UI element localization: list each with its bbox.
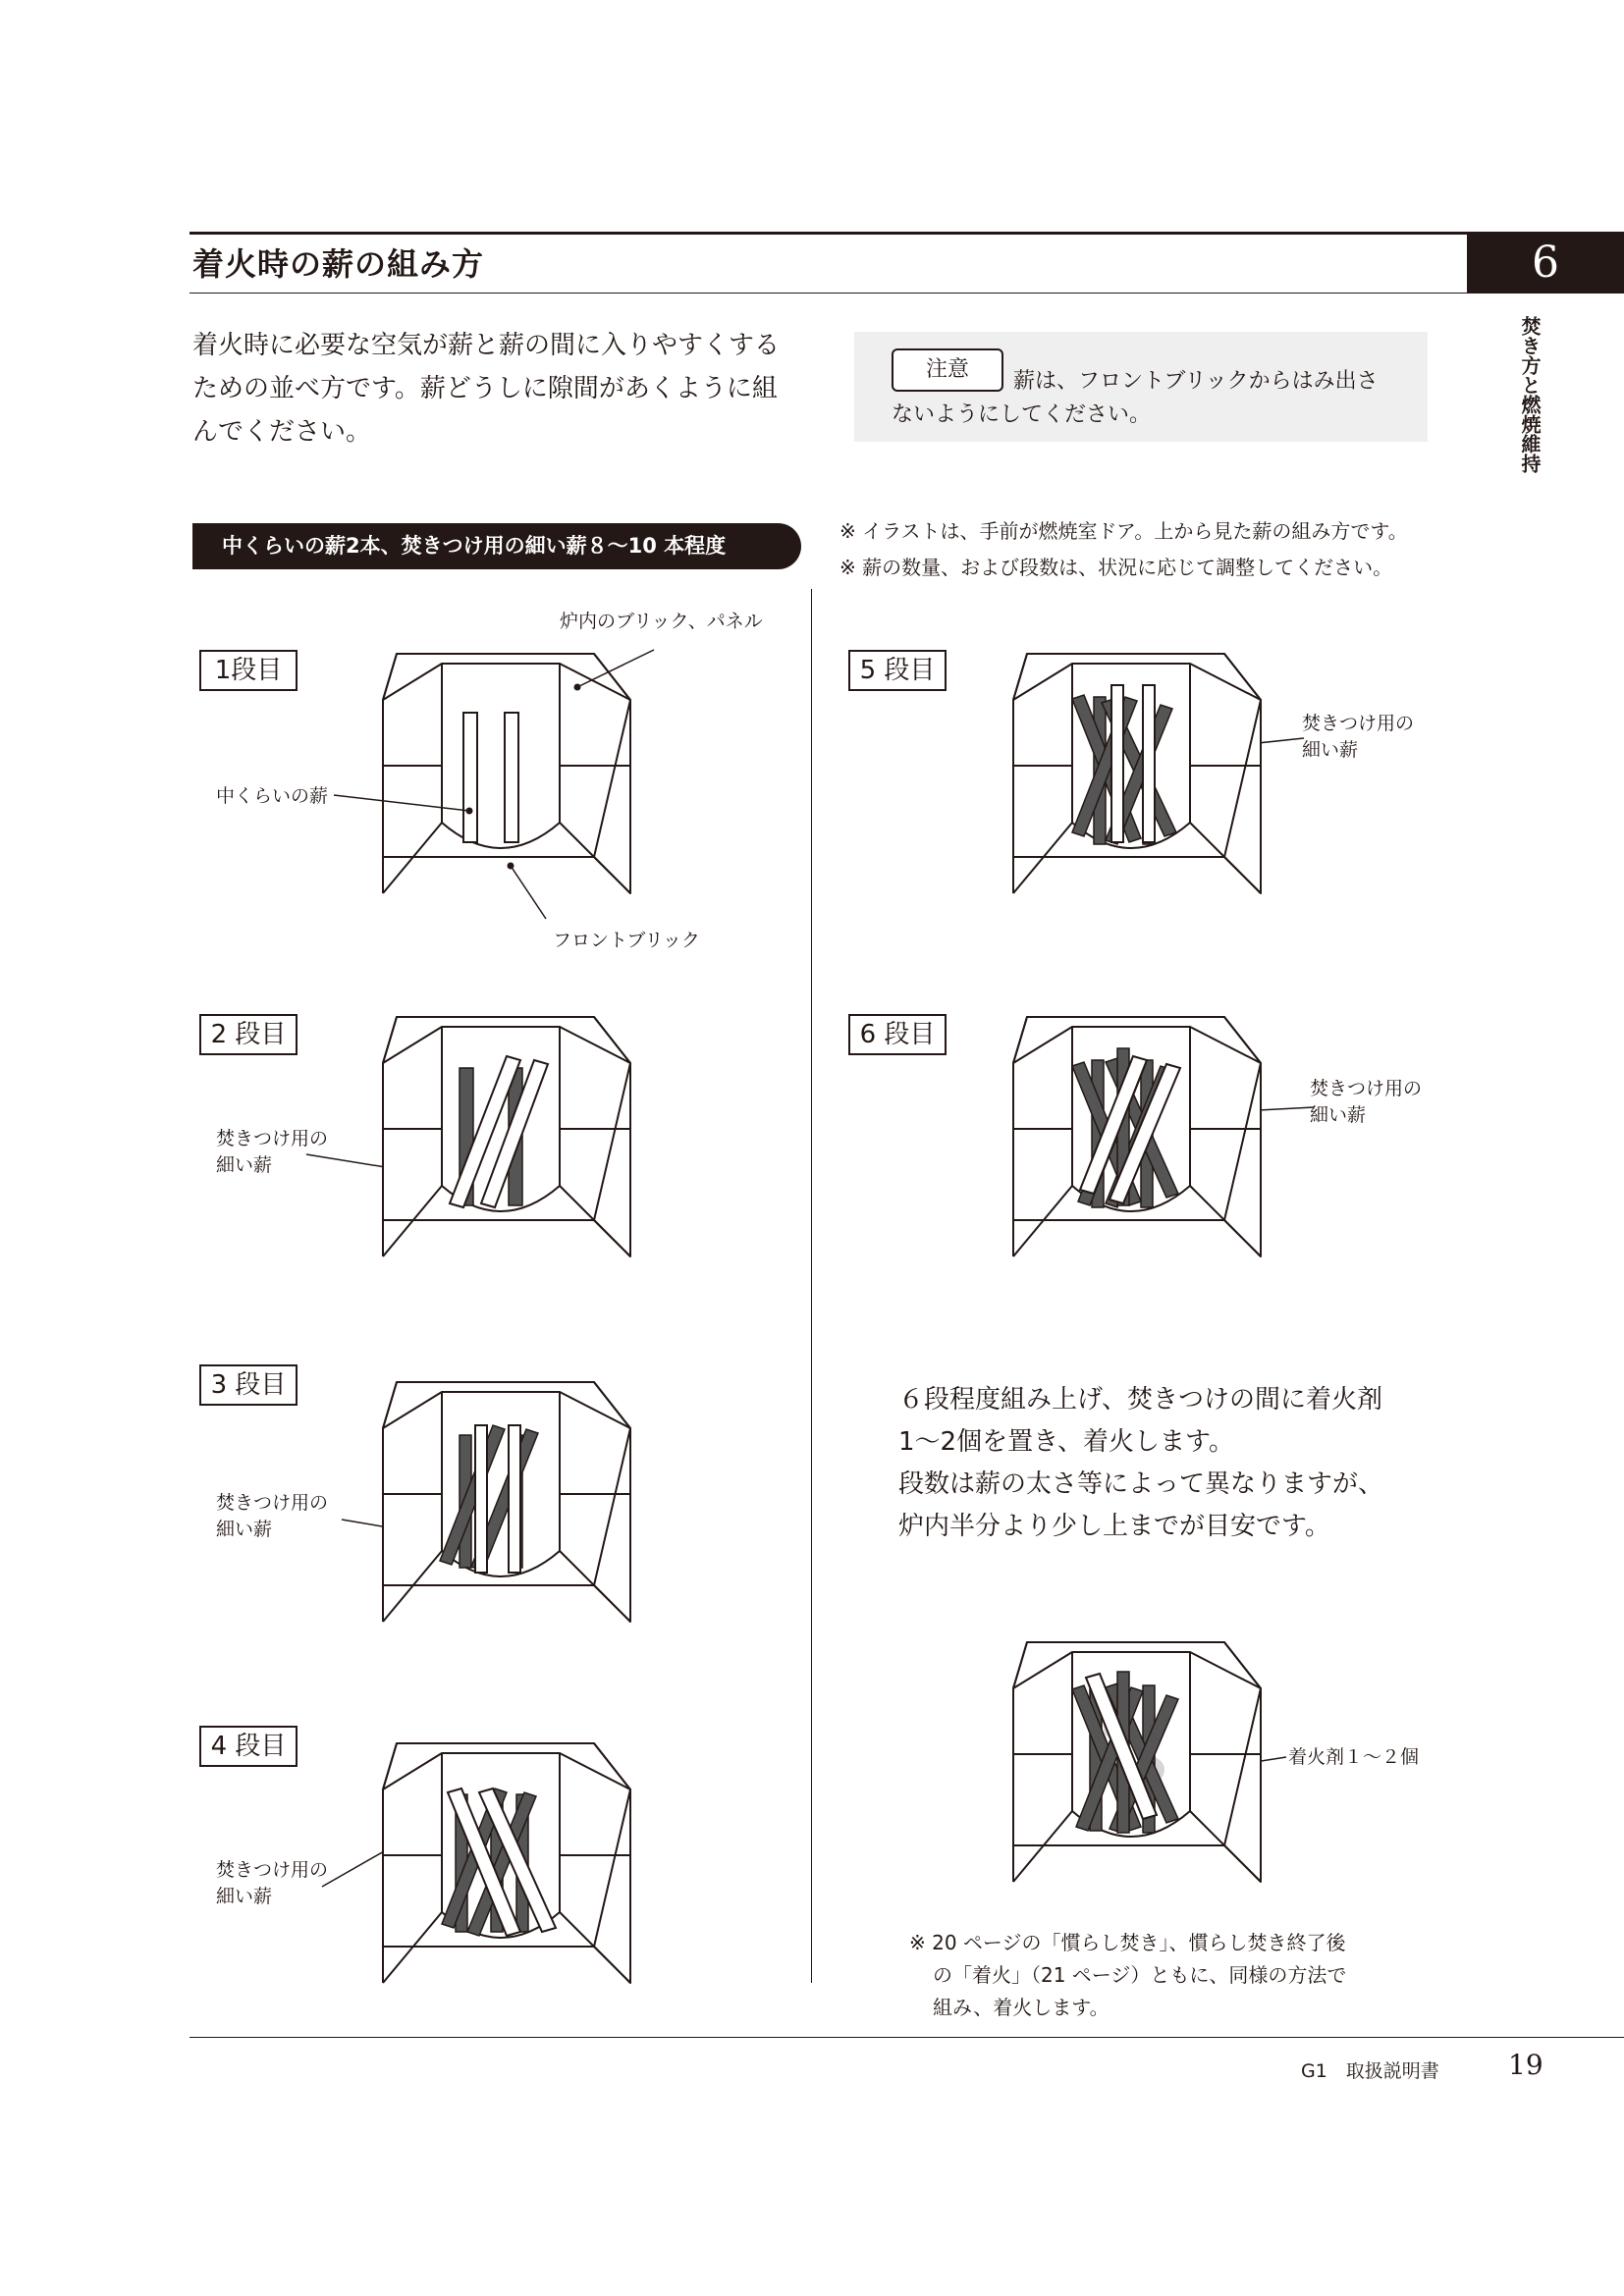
footnote-line: ※ 20 ページの「慣らし焚き」、慣らし焚き終了後 [909,1931,1346,1954]
footer-rule [189,2037,1624,2038]
callout-kindling-line1: 焚きつけ用の [1310,1078,1423,1099]
step-6-figure [1003,1009,1261,1269]
footer-manual-title: G1 取扱説明書 [1301,2060,1439,2082]
footnote-line: 組み、着火します。 [933,1996,1110,2019]
step-1-label: 1段目 [199,650,298,691]
callout-firestarter: 着火剤１～２個 [1288,1746,1420,1768]
step-3-figure [373,1374,630,1634]
final-instructions [898,1379,1383,1548]
caution-text-line1: 薪は、フロントブリックからはみ出さ [1013,369,1379,394]
callout-kindling-line2: 細い薪 [216,1154,273,1176]
callout-front-brick: フロントブリック [553,930,700,951]
page-number: 19 [1508,2049,1543,2081]
callout-brick-panel: 炉内のブリック、パネル [560,611,763,632]
step-4-figure [373,1735,630,1996]
intro-line: ための並べ方です。薪どうしに隙間があくように組 [192,374,778,403]
callout-kindling-line1: 焚きつけ用の [216,1128,329,1149]
step-6-label: 6 段目 [848,1014,947,1055]
callout-kindling-line2: 細い薪 [1310,1104,1367,1126]
caution-text-line2: ないようにしてください。 [892,402,1152,427]
callout-kindling-line2: 細い薪 [216,1519,273,1540]
callout-kindling-line1: 焚きつけ用の [216,1859,329,1881]
callout-kindling-line2: 細い薪 [1302,739,1359,761]
final-figure [1003,1634,1261,1895]
callout-kindling-2 [216,1126,328,1179]
step-3-label: 3 段目 [199,1364,298,1406]
footnote [909,1927,1346,2024]
instruction-line: 段数は薪の太さ等によって異なりますが、 [898,1469,1384,1499]
step-5-figure [1003,646,1261,906]
callout-kindling-6 [1310,1076,1422,1129]
note-illustration: ※ イラストは、手前が燃焼室ドア。上から見た薪の組み方です。 [839,519,1408,543]
step-5-label: 5 段目 [848,650,947,691]
intro-line: 着火時に必要な空気が薪と薪の間に入りやすくする [192,331,781,360]
page-title: 着火時の薪の組み方 [192,245,485,283]
callout-medium-log: 中くらいの薪 [216,785,329,807]
callout-kindling-line1: 焚きつけ用の [1302,713,1415,734]
instruction-line: ６段程度組み上げ、焚きつけの間に着火剤 [898,1385,1382,1415]
callout-kindling-3 [216,1490,328,1543]
callout-kindling-5 [1302,711,1414,764]
step-2-label: 2 段目 [199,1014,298,1055]
intro-line: んでください。 [192,417,372,447]
instruction-line: 炉内半分より少し上までが目安です。 [898,1512,1330,1541]
instruction-line: 1～2個を置き、着火します。 [898,1427,1234,1457]
caution-tag: 注意 [892,348,1003,392]
chapter-number: 6 [1467,232,1624,294]
step-2-figure [373,1009,630,1269]
materials-pill: 中くらいの薪2本、焚きつけ用の細い薪８～10 本程度 [192,523,801,569]
chapter-side-tab: 焚き方と燃焼維持 [1518,316,1542,473]
footnote-line: の「着火」（21 ページ）ともに、同様の方法で [933,1963,1347,1987]
callout-kindling-line1: 焚きつけ用の [216,1492,329,1514]
note-quantity: ※ 薪の数量、および段数は、状況に応じて調整してください。 [839,556,1393,579]
callout-kindling-4 [216,1857,328,1910]
step-4-label: 4 段目 [199,1726,298,1767]
callout-kindling-line2: 細い薪 [216,1886,273,1907]
